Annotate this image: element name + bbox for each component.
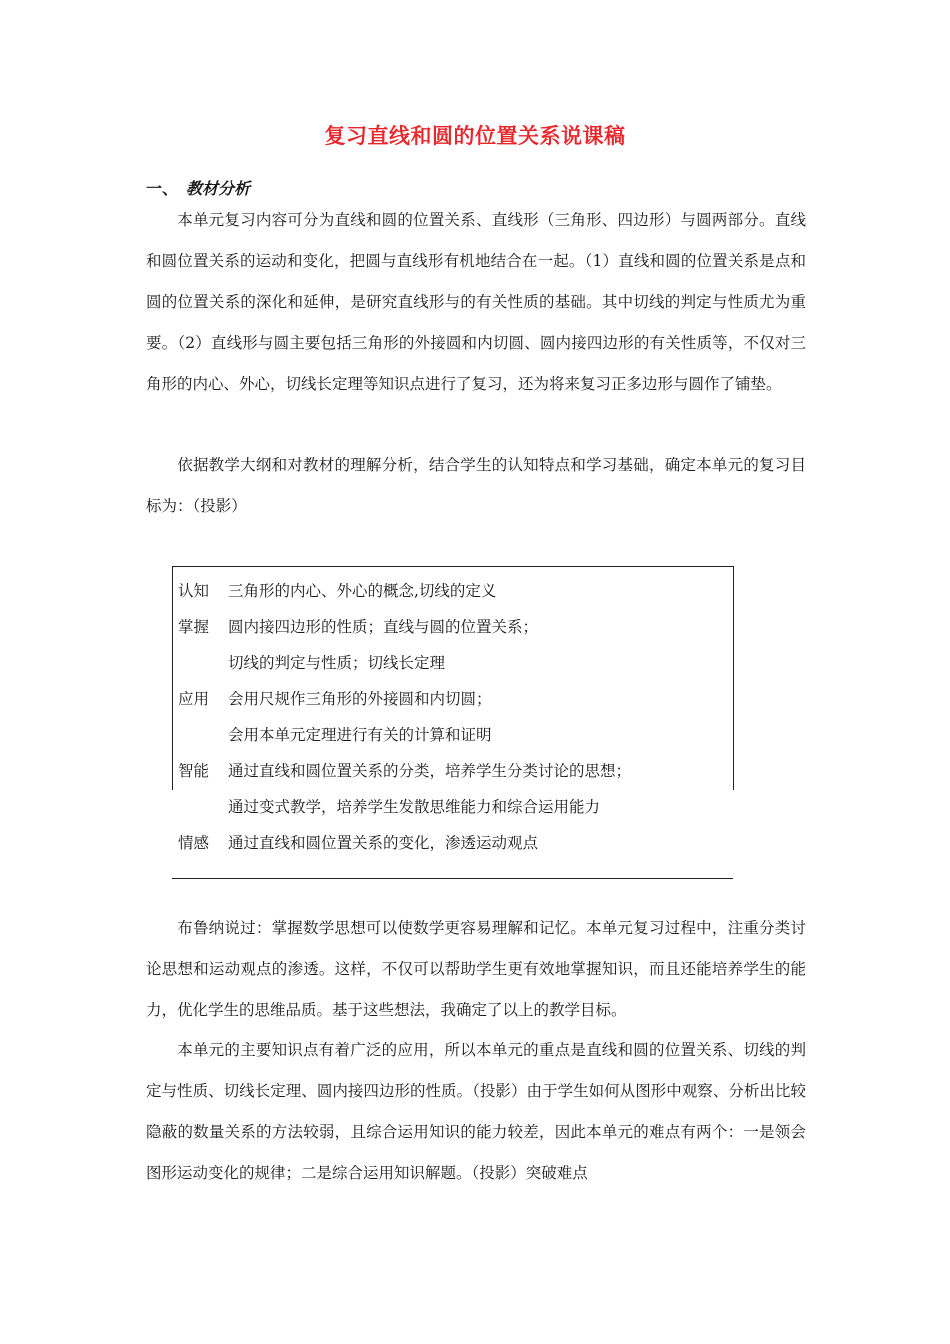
goal-category: 认知: [178, 582, 210, 600]
goal-category: 情感: [178, 834, 210, 852]
goal-row: [178, 681, 631, 717]
goal-row: [178, 645, 631, 681]
section-heading-text: 教材分析: [186, 179, 251, 198]
paragraph-bruner-quote: [146, 908, 806, 1031]
goal-text: 通过变式教学，培养学生发散思维能力和综合运用能力: [228, 798, 601, 816]
goal-text: 通过直线和圆位置关系的变化，渗透运动观点: [228, 834, 539, 852]
goal-text: 通过直线和圆位置关系的分类，培养学生分类讨论的思想；: [228, 762, 632, 780]
paragraph-review-goals-intro: [146, 445, 806, 527]
goal-text: 会用本单元定理进行有关的计算和证明: [228, 726, 492, 744]
goal-text: 切线的判定与性质；切线长定理: [228, 654, 446, 672]
paragraph-textbook-analysis: [146, 200, 806, 405]
goal-text: 三角形的内心、外心的概念,切线的定义: [228, 582, 497, 600]
goal-category: 智能: [178, 762, 210, 780]
goal-category: 应用: [178, 690, 210, 708]
section-number: 一、: [146, 179, 179, 198]
section-heading: [146, 176, 250, 199]
goal-text: 圆内接四边形的性质；直线与圆的位置关系；: [228, 618, 539, 636]
paragraph-text: 本单元复习内容可分为直线和圆的位置关系、直线形（三角形、四边形）与圆两部分。直线和圆位置关系的运动和变化，把圆与直线形有机地结合在一起。（1）直线和圆的位置关系是点和圆的位置关系的深化和延伸，是研究直线形与的有关性质的基础。其中切线的判定与性质尤为重要。（2）直线形与圆主要包括三角形的外接圆和内切圆、圆内接四边形的有关性质等，不仅对三角形的内心、外心，切线长定理等知识点进行了复习，还为将来复习正多边形与圆作了铺垫。: [146, 211, 806, 393]
goal-row: [178, 789, 631, 825]
goal-row: [178, 609, 631, 645]
paragraph-text: 本单元的主要知识点有着广泛的应用，所以本单元的重点是直线和圆的位置关系、切线的判定与性质、切线长定理、圆内接四边形的性质。（投影）由于学生如何从图形中观察、分析出比较隐蔽的数量关系的方法较弱，且综合运用知识的能力较差，因此本单元的难点有两个：一是领会图形运动变化的规律；二是综合运用知识解题。（投影）突破难点: [146, 1041, 806, 1182]
paragraph-key-points: [146, 1030, 806, 1194]
goal-row: [178, 717, 631, 753]
goal-row: [178, 825, 631, 861]
paragraph-text: 依据教学大纲和对教材的理解分析，结合学生的认知特点和学习基础，确定本单元的复习目标为：（投影）: [146, 456, 806, 515]
paragraph-text: 布鲁纳说过：掌握数学思想可以使数学更容易理解和记忆。本单元复习过程中，注重分类讨论思想和运动观点的渗透。这样，不仅可以帮助学生更有效地掌握知识，而且还能培养学生的能力，优化学生的思维品质。基于这些想法，我确定了以上的教学目标。: [146, 919, 806, 1019]
goal-category: 掌握: [178, 618, 210, 636]
goals-list: [178, 573, 631, 861]
goal-row: [178, 573, 631, 609]
goals-box-bottom-rule: [172, 878, 733, 879]
document-title: 复习直线和圆的位置关系说课稿: [324, 124, 626, 148]
goal-row: [178, 753, 631, 789]
goal-text: 会用尺规作三角形的外接圆和内切圆；: [228, 690, 492, 708]
